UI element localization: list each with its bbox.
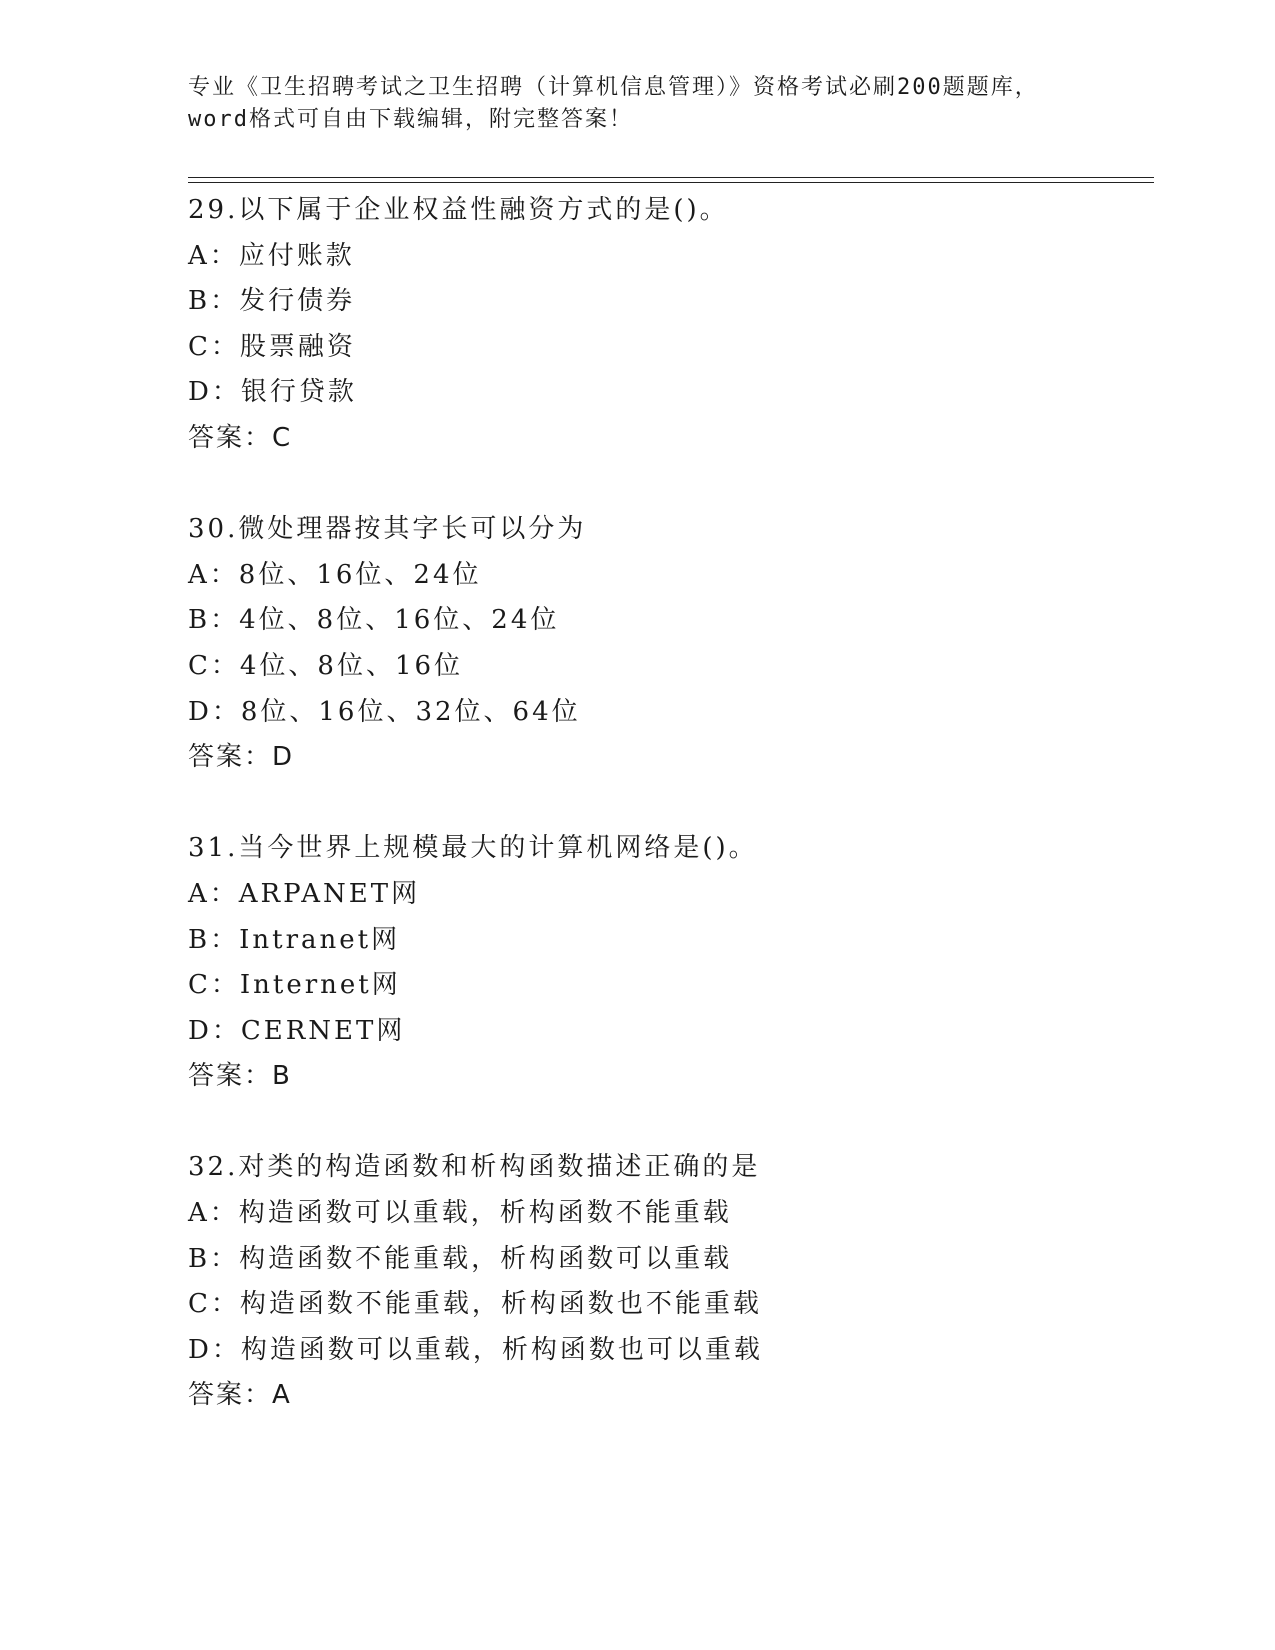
answer-line: 答案：B [188,1061,292,1092]
question-stem: 31.当今世界上规模最大的计算机网络是()。 [188,833,758,864]
option-c: C：股票融资 [188,331,356,362]
question-30 [188,507,1148,781]
question-list [188,188,1148,1419]
option-d: D：银行贷款 [188,377,357,408]
question-stem: 30.微处理器按其字长可以分为 [188,514,587,545]
answer-line: 答案：C [188,422,293,453]
header-title-line-1: 专业《卫生招聘考试之卫生招聘（计算机信息管理）》资格考试必刷200题题库， [188,75,1039,100]
header-title-line-2: word格式可自由下载编辑，附完整答案！ [188,107,633,132]
option-d: D：构造函数可以重载，析构函数也可以重载 [188,1334,763,1365]
question-spacer [188,781,1148,827]
option-c: C：4位、8位、16位 [188,650,464,681]
option-b: B：Intranet网 [188,924,401,955]
option-b: B：4位、8位、16位、24位 [188,605,560,636]
question-29 [188,188,1148,462]
question-31 [188,826,1148,1100]
option-a: A：ARPANET网 [188,878,421,909]
header-divider-top [188,177,1154,178]
question-32 [188,1145,1148,1419]
question-stem: 29.以下属于企业权益性融资方式的是()。 [188,195,729,225]
option-b: B：构造函数不能重载，析构函数可以重载 [188,1243,733,1274]
option-c: C：构造函数不能重载，析构函数也不能重载 [188,1289,762,1320]
header-divider-bottom [188,182,1154,183]
option-a: A：8位、16位、24位 [188,559,482,590]
question-stem: 32.对类的构造函数和析构函数描述正确的是 [188,1152,761,1183]
option-b: B：发行债券 [188,286,356,317]
option-d: D：8位、16位、32位、64位 [188,696,581,727]
answer-line: 答案：D [188,742,295,773]
question-spacer [188,462,1148,508]
option-a: A：应付账款 [188,240,355,271]
document-header [188,72,1088,136]
question-spacer [188,1100,1148,1146]
answer-line: 答案：A [188,1380,292,1411]
option-d: D：CERNET网 [188,1015,406,1046]
option-c: C：Internet网 [188,970,401,1001]
option-a: A：构造函数可以重载，析构函数不能重载 [188,1198,732,1229]
